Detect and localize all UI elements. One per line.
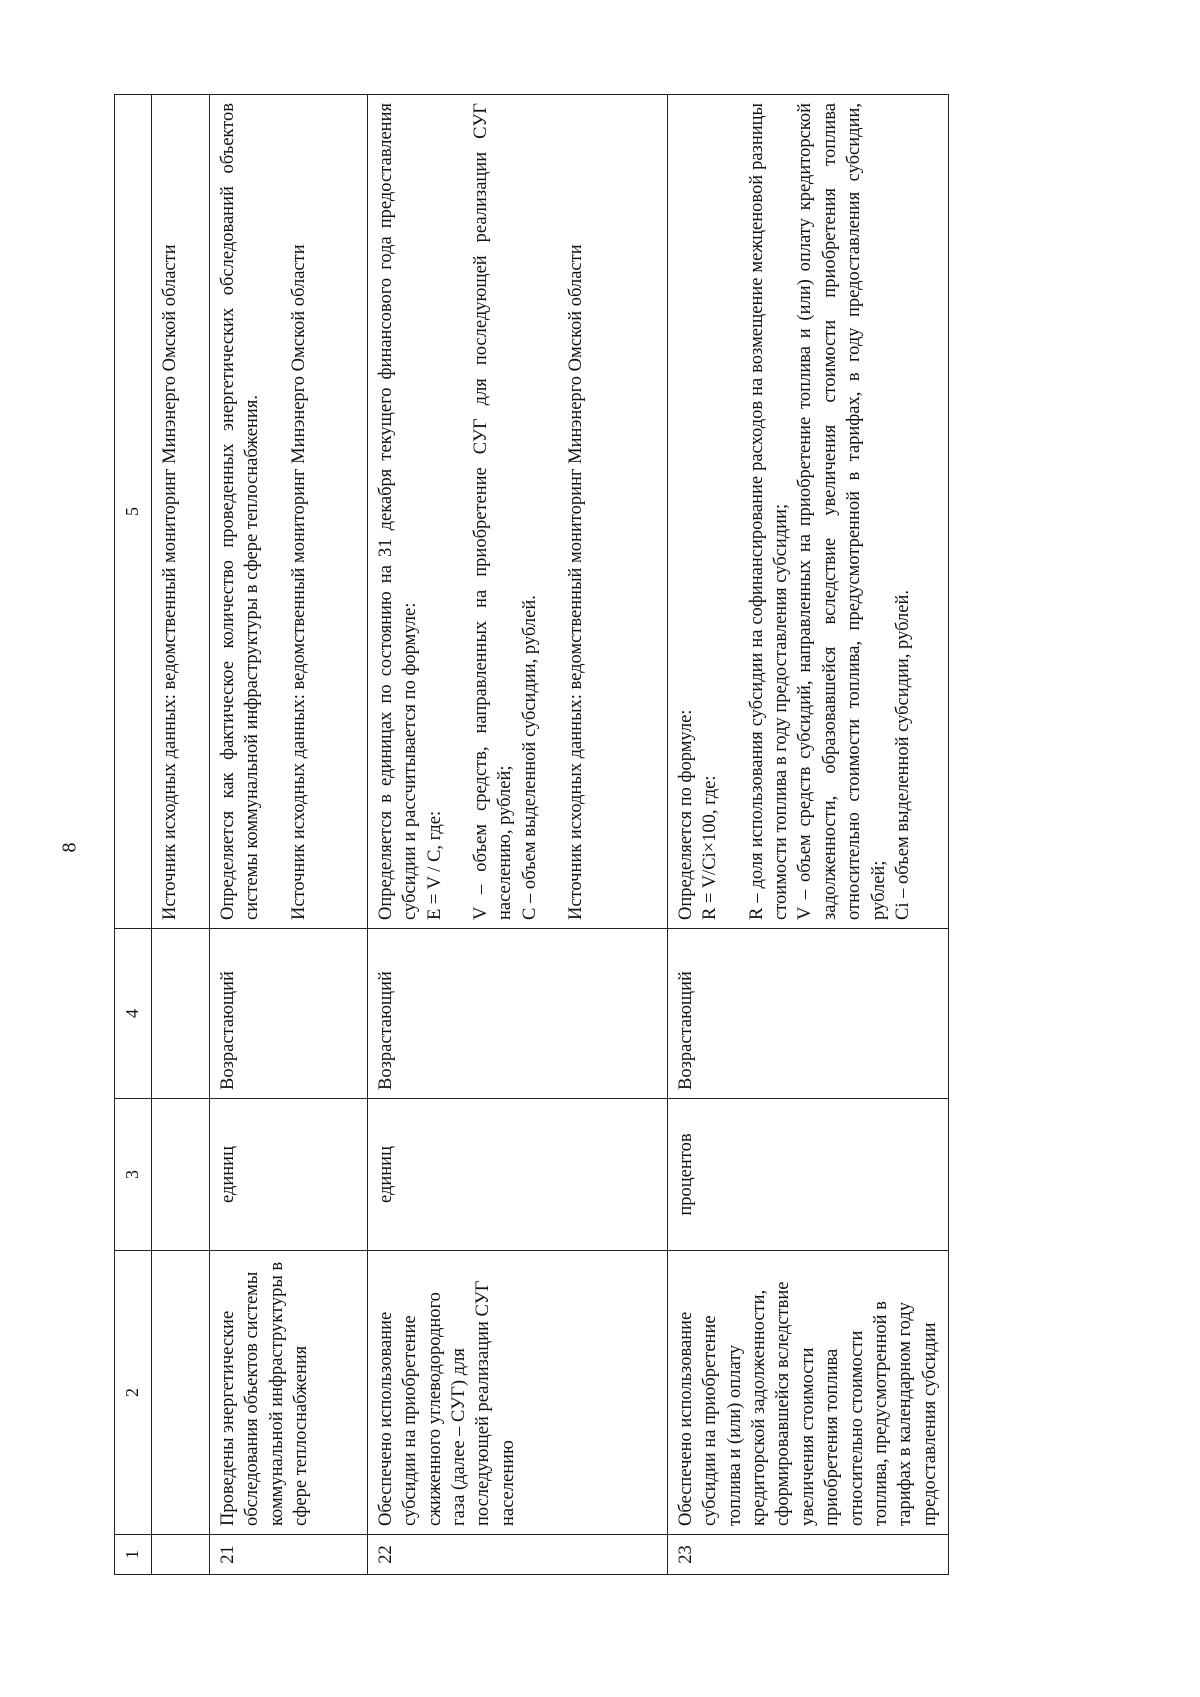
method-text: Определяется по формуле:: [675, 709, 696, 920]
rotated-sheet: [114, 103, 1200, 1575]
variable-definition: Ci – объем выделенной субсидии, рублей.: [893, 590, 913, 920]
row-number-cell: 22: [367, 1535, 667, 1575]
header-cell-4: 4: [115, 929, 152, 1099]
unit-cell: единиц: [367, 1099, 667, 1251]
variable-definition: V – объем средств субсидий, направленных на приобретение топлива и (или) оплату кредиторской задолженности, образовавшейся вследствие увеличения стоимости приобретения топлива относительно стоимости топлива, предусмотренной в тарифах, в году предоставления субсидии, рублей;: [795, 103, 889, 920]
header-cell-3: 3: [115, 1099, 152, 1251]
method-cell: [367, 95, 667, 929]
table-row: [209, 95, 367, 1575]
variable-definition: V – объем средств, направленных на приобретение СУГ для последующей реализации СУГ населению, рублей;: [470, 103, 516, 920]
header-row: [115, 95, 152, 1575]
method-cell: [209, 95, 367, 929]
row-number-cell: [151, 1535, 209, 1575]
header-cell-1: 1: [115, 1535, 152, 1575]
method-text: Определяется в единицах по состоянию на 31 декабря текущего финансового года предоставления субсидии и рассчитывается по формуле:: [375, 103, 421, 920]
source-text: Источник исходных данных: ведомственный мониторинг Минэнерго Омской области: [159, 244, 180, 920]
method-cell: [667, 95, 948, 929]
variable-definition: R – доля использования субсидии на софинансирование расходов на возмещение межценовой разницы стоимости топлива в году предоставления субсидии;: [746, 103, 791, 920]
formula-text: E = V / C, где:: [424, 810, 445, 920]
indicators-table: [114, 94, 949, 1575]
trend-cell: [151, 929, 209, 1099]
page-number: 8: [58, 842, 81, 853]
header-cell-5: 5: [115, 95, 152, 929]
method-text: Определяется как фактическое количество проведенных энергетических обследований объектов системы коммунальной инфраструктуры в сфере теплоснабжения.: [217, 103, 263, 920]
indicator-name-cell: Обеспечено использование субсидии на приобретение сжиженного углеводородного газа (далее – СУГ) для последующей реализации СУГ населению: [367, 1251, 667, 1535]
header-cell-2: 2: [115, 1251, 152, 1535]
row-number-cell: 23: [667, 1535, 948, 1575]
row-number-cell: 21: [209, 1535, 367, 1575]
unit-cell: [151, 1099, 209, 1251]
formula-text: R = V/Ci×100, где:: [700, 775, 721, 920]
indicator-name-cell: Обеспечено использование субсидии на приобретение топлива и (или) оплату кредиторской задолженности, сформировавшейся вследствие увеличения стоимости приобретения топлива относительно стоимости топлива, предусмотренной в тарифах в календарном году предоставления субсидии: [667, 1251, 948, 1535]
source-text: Источник исходных данных: ведомственный мониторинг Минэнерго Омской области: [288, 244, 309, 920]
table-row: [367, 95, 667, 1575]
variable-definition: C – объем выделенной субсидии, рублей.: [519, 595, 540, 920]
indicator-name-cell: [151, 1251, 209, 1535]
indicator-name-cell: Проведены энергетические обследования объектов системы коммунальной инфраструктуры в сфере теплоснабжения: [209, 1251, 367, 1535]
table-row: [151, 95, 209, 1575]
trend-cell: Возрастающий: [367, 929, 667, 1099]
trend-cell: Возрастающий: [209, 929, 367, 1099]
trend-cell: Возрастающий: [667, 929, 948, 1099]
method-cell: [151, 95, 209, 929]
table-row: [667, 95, 948, 1575]
unit-cell: процентов: [667, 1099, 948, 1251]
source-text: Источник исходных данных: ведомственный мониторинг Минэнерго Омской области: [566, 244, 587, 920]
unit-cell: единиц: [209, 1099, 367, 1251]
